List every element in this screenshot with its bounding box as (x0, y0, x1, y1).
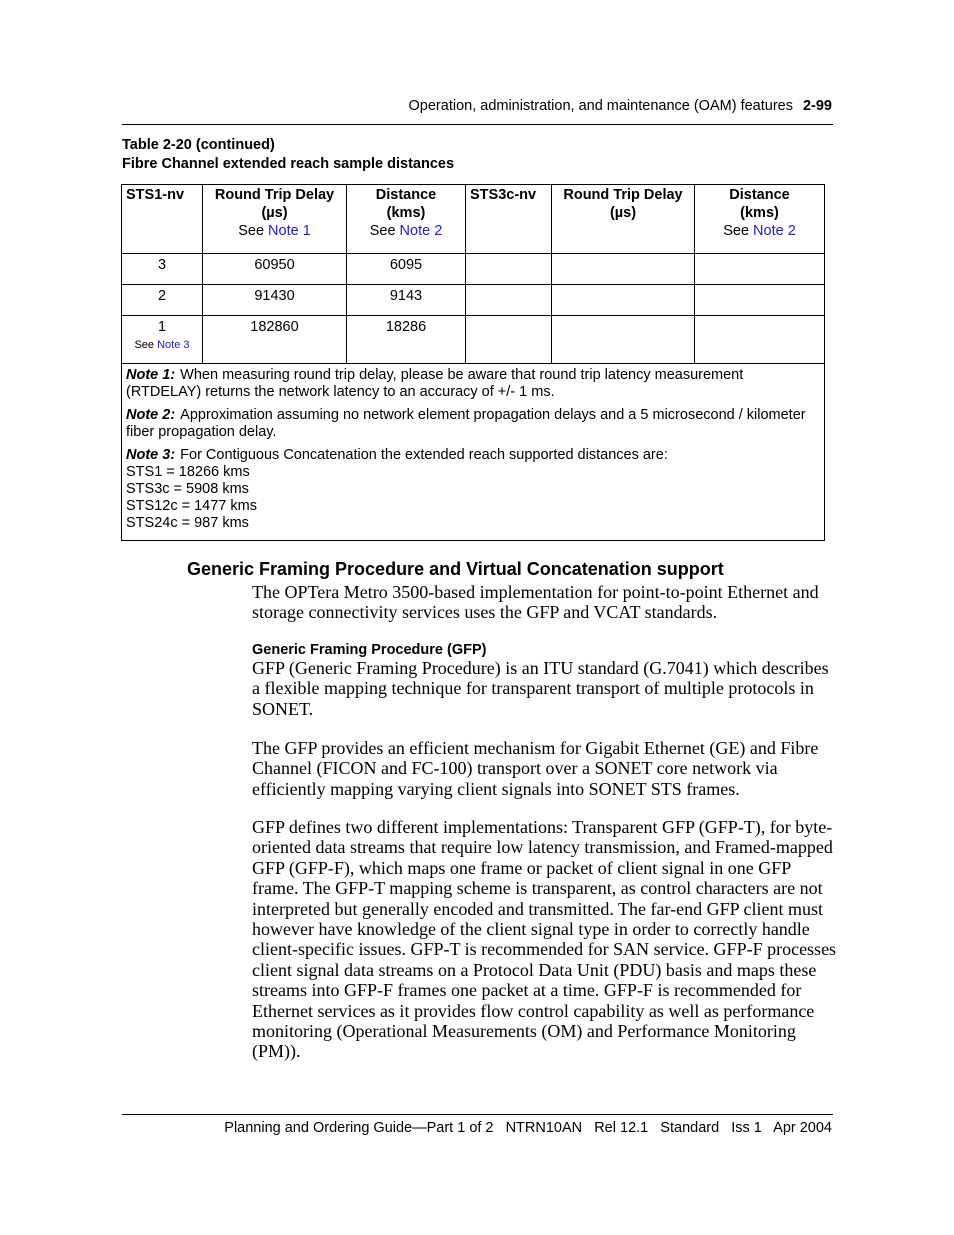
note-2-link[interactable]: Note 2 (399, 223, 443, 239)
table-row (122, 316, 825, 364)
header-rule (122, 124, 833, 125)
note-1: Note 1: When measuring round trip delay, please be aware that round trip latency measurement (RTDELAY) returns the network latency to an accuracy of +/- 1 ms. (126, 367, 744, 400)
table-row (122, 285, 825, 316)
section-heading: Generic Framing Procedure and Virtual Concatenation support (187, 559, 724, 579)
cell-sts1nv: 2 (122, 285, 203, 316)
distances-table (121, 184, 825, 541)
cell-sts3cnv (466, 316, 552, 364)
cell-sts3cnv (466, 285, 552, 316)
col-header-distance-2: Distance (kms) See Note 2 (695, 185, 825, 254)
note-3-line: STS12c = 1477 kms (126, 498, 257, 514)
cell-sts1nv: 1 See Note 3 (122, 316, 203, 364)
col-header-distance: Distance (kms) See Note 2 (347, 185, 466, 254)
col-header-round-trip-delay: Round Trip Delay (µs) See Note 1 (203, 185, 347, 254)
note-3-link[interactable]: Note 3 (157, 339, 190, 351)
cell-rtd-2 (552, 254, 695, 285)
cell-sts1nv: 3 (122, 254, 203, 285)
note-3-line: STS1 = 18266 kms (126, 464, 250, 480)
table-caption-number: Table 2-20 (continued) (122, 137, 275, 153)
page-number: 2-99 (802, 98, 832, 114)
cell-rtd: 91430 (203, 285, 347, 316)
cell-distance-2 (695, 254, 825, 285)
note-3: Note 3: For Contiguous Concatenation the extended reach supported distances are: STS1 = 18266 kms STS3c = 5908 kms STS12c = 1477 kms STS24c = 987 kms (126, 447, 668, 531)
table-caption-title: Fibre Channel extended reach sample distances (122, 156, 455, 172)
cell-distance: 18286 (347, 316, 466, 364)
cell-sts3cnv (466, 254, 552, 285)
table-notes (122, 364, 825, 541)
header-section-title: Operation, administration, and maintenance (OAM) features (408, 98, 793, 114)
cell-distance-2 (695, 285, 825, 316)
table-notes-row (122, 364, 825, 541)
note-1-link[interactable]: Note 1 (268, 223, 311, 239)
cell-rtd: 60950 (203, 254, 347, 285)
note-2: Note 2: Approximation assuming no network element propagation delays and a 5 microsecond / kilometer fiber propagation delay. (126, 407, 806, 440)
section-intro: The OPTera Metro 3500-based implementation for point-to-point Ethernet and storage connectivity services uses the GFP and VCAT standards. (252, 582, 819, 623)
body-paragraph: The GFP provides an efficient mechanism for Gigabit Ethernet (GE) and Fibre Channel (FICON and FC-100) transport over a SONET core network via efficiently mapping varying client signals into SONET STS frames. (252, 738, 819, 799)
cell-distance: 9143 (347, 285, 466, 316)
note-2-link[interactable]: Note 2 (753, 223, 796, 239)
col-header-sts1nv: STS1-nv (122, 185, 203, 254)
subsection-heading: Generic Framing Procedure (GFP) (252, 642, 487, 658)
col-header-round-trip-delay-2: Round Trip Delay (µs) (552, 185, 695, 254)
cell-distance-2 (695, 316, 825, 364)
note-3-line: STS3c = 5908 kms (126, 481, 249, 497)
table-row (122, 254, 825, 285)
cell-distance: 6095 (347, 254, 466, 285)
cell-rtd: 182860 (203, 316, 347, 364)
note-3-line: STS24c = 987 kms (126, 515, 249, 531)
cell-rtd-2 (552, 285, 695, 316)
running-header (122, 98, 832, 114)
col-header-sts3cnv: STS3c-nv (466, 185, 552, 254)
cell-rtd-2 (552, 316, 695, 364)
footer-rule (122, 1114, 833, 1115)
body-paragraph: GFP (Generic Framing Procedure) is an ITU standard (G.7041) which describes a flexible mapping technique for transparent transport of multiple protocols in SONET. (252, 658, 829, 719)
running-footer: Planning and Ordering Guide—Part 1 of 2 NTRN10AN Rel 12.1 Standard Iss 1 Apr 2004 (224, 1120, 832, 1136)
table-header-row (122, 185, 825, 254)
body-paragraph: GFP defines two different implementations: Transparent GFP (GFP-T), for byte-oriented data streams that require low latency transmission, and Framed-mapped GFP (GFP-F), which maps one frame or packet of client signal in one GFP frame. The GFP-T mapping scheme is transparent, as control characters are not interpreted but generally encoded and transmitted. The far-end GFP client must however have knowledge of the client signal type in order to correctly handle client-specific issues. GFP-T is recommended for SAN service. GFP-F processes client signal data streams on a Protocol Data Unit (PDU) basis and maps these streams into GFP-F frames one packet at a time. GFP-F is recommended for Ethernet services as it provides flow control capability as well as performance monitoring (Operational Measurements (OM) and Performance Monitoring (PM)). (252, 817, 837, 1062)
